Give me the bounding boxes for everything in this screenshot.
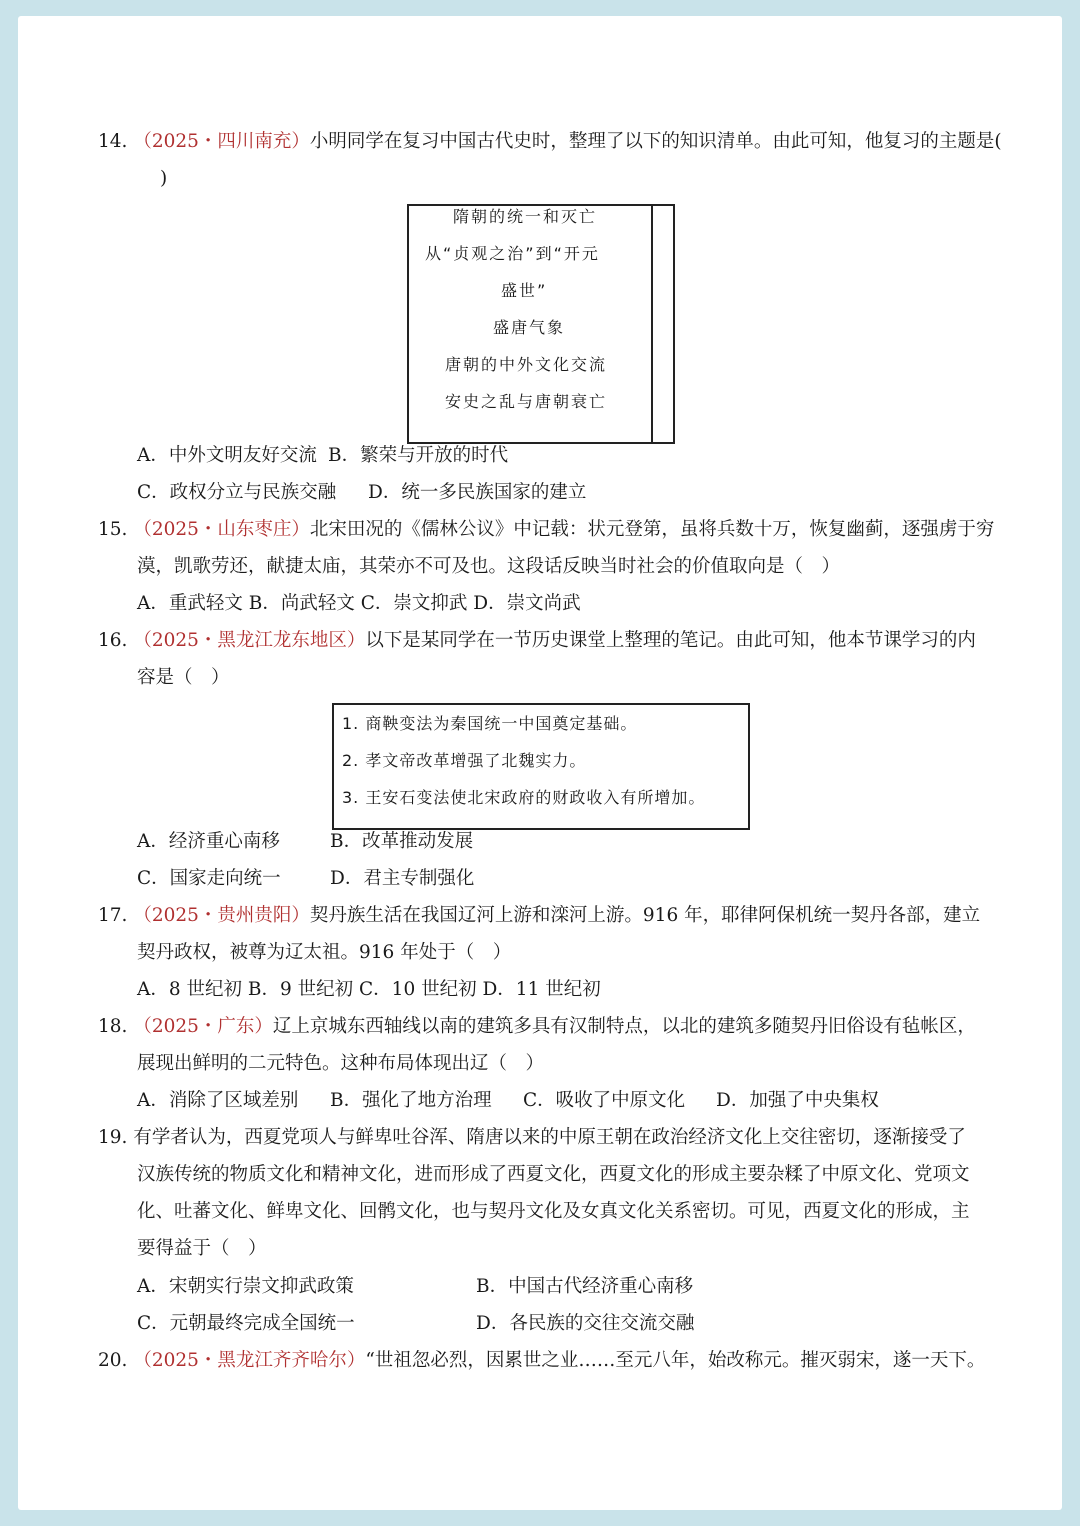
question-number: 17. [98,905,128,926]
question-19-line1 [98,1126,966,1150]
question-source: （2025・贵州贵阳） [133,905,310,926]
question-source: （2025・山东枣庄） [133,519,310,540]
knowledge-list [409,206,649,442]
question-15-line2: 漠，凯歌劳还，献捷太庙，其荣亦不可及也。这段话反映当时社会的价值取向是（ ） [137,556,841,577]
question-15-line1 [98,518,994,542]
knowledge-item: 隋朝的统一和灭亡 [453,207,598,226]
question-16-line2: 容是（ ） [137,667,230,688]
option-b[interactable]: B．中国古代经济重心南移 [476,1276,694,1297]
question-text: 契丹族生活在我国辽河上游和滦河上游。916 年，耶律阿保机统一契丹各部，建立 [309,905,981,926]
question-14-line2: ) [160,168,168,189]
option-a[interactable]: A．经济重心南移 [137,831,280,852]
question-number: 18. [98,1016,128,1037]
option-c[interactable]: C．国家走向统一 [137,868,281,889]
question-18-line1 [98,1015,976,1039]
question-number: 16. [98,630,128,651]
options-row[interactable]: A．8 世纪初 B．9 世纪初 C．10 世纪初 D．11 世纪初 [137,979,601,1000]
question-19-line3: 化、吐蕃文化、鲜卑文化、回鹘文化，也与契丹文化及女真文化关系密切。可见，西夏文化的形成，主 [137,1201,970,1222]
option-b[interactable]: B．强化了地方治理 [330,1090,492,1111]
knowledge-item: 盛唐气象 [493,318,566,337]
question-text: 以下是某同学在一节历史课堂上整理的笔记。由此可知，他本节课学习的内 [365,630,976,651]
exam-page [18,16,1062,1510]
question-20-line1 [98,1349,985,1373]
note-item: 2. 孝文帝改革增强了北魏实力。 [342,751,587,770]
question-text: 北宋田况的《儒林公议》中记载：状元登第，虽将兵数十万，恢复幽蓟，逐强虏于穷 [309,519,995,540]
question-18-line2: 展现出鲜明的二元特色。这种布局体现出辽（ ） [137,1053,545,1074]
question-text: “世祖忽必烈，因累世之业……至元八年，始改称元。摧灭弱宋，遂一天下。 [365,1350,986,1371]
question-number: 19. [98,1127,128,1148]
knowledge-item: 安史之乱与唐朝衰亡 [445,392,608,411]
option-d[interactable]: D．各民族的交往交流交融 [476,1313,695,1334]
question-number: 14. [98,131,128,152]
knowledge-item: 盛世” [501,281,548,300]
question-number: 15. [98,519,128,540]
knowledge-item: 从“贞观之治”到“开元 [425,244,600,263]
question-19-line2: 汉族传统的物质文化和精神文化，进而形成了西夏文化，西夏文化的形成主要杂糅了中原文化、党项文 [137,1164,970,1185]
question-text: 辽上京城东西轴线以南的建筑多具有汉制特点，以北的建筑多随契丹旧俗设有毡帐区， [272,1016,976,1037]
question-text: 小明同学在复习中国古代史时，整理了以下的知识清单。由此可知，他复习的主题是( [309,131,1002,152]
option-a[interactable]: A．宋朝实行崇文抑武政策 [137,1276,354,1297]
option-a[interactable]: A．消除了区域差别 [137,1090,299,1111]
question-source: （2025・黑龙江齐齐哈尔） [133,1350,366,1371]
knowledge-item: 唐朝的中外文化交流 [445,355,608,374]
option-c[interactable]: C．吸收了中原文化 [523,1090,686,1111]
option-a[interactable]: A．中外文明友好交流 [137,445,317,466]
question-source: （2025・黑龙江龙东地区） [133,630,366,651]
option-b[interactable]: B．改革推动发展 [330,831,474,852]
question-19-line4: 要得益于（ ） [137,1238,267,1259]
note-item: 3. 王安石变法使北宋政府的财政收入有所增加。 [342,788,706,807]
option-d[interactable]: D．统一多民族国家的建立 [368,482,587,503]
question-17-line2: 契丹政权，被尊为辽太祖。916 年处于（ ） [137,942,512,963]
notes-box [332,703,750,830]
option-c[interactable]: C．政权分立与民族交融 [137,482,337,503]
note-item: 1. 商鞅变法为秦国统一中国奠定基础。 [342,714,638,733]
knowledge-list-box [407,204,675,444]
question-17-line1 [98,904,980,928]
options-row[interactable]: A．重武轻文 B．尚武轻文 C．崇文抑武 D．崇文尚武 [137,593,581,614]
question-text: 有学者认为，西夏党项人与鲜卑吐谷浑、隋唐以来的中原王朝在政治经济文化上交往密切，逐渐接受了 [133,1127,966,1148]
question-14-line1 [98,130,1002,154]
question-16-line1 [98,629,976,653]
option-b[interactable]: B．繁荣与开放的时代 [328,445,509,466]
option-c[interactable]: C．元朝最终完成全国统一 [137,1313,355,1334]
option-d[interactable]: D．君主专制强化 [330,868,475,889]
question-source: （2025・广东） [133,1016,273,1037]
question-source: （2025・四川南充） [133,131,310,152]
question-number: 20. [98,1350,128,1371]
box-divider [651,206,653,442]
option-d[interactable]: D．加强了中央集权 [716,1090,879,1111]
